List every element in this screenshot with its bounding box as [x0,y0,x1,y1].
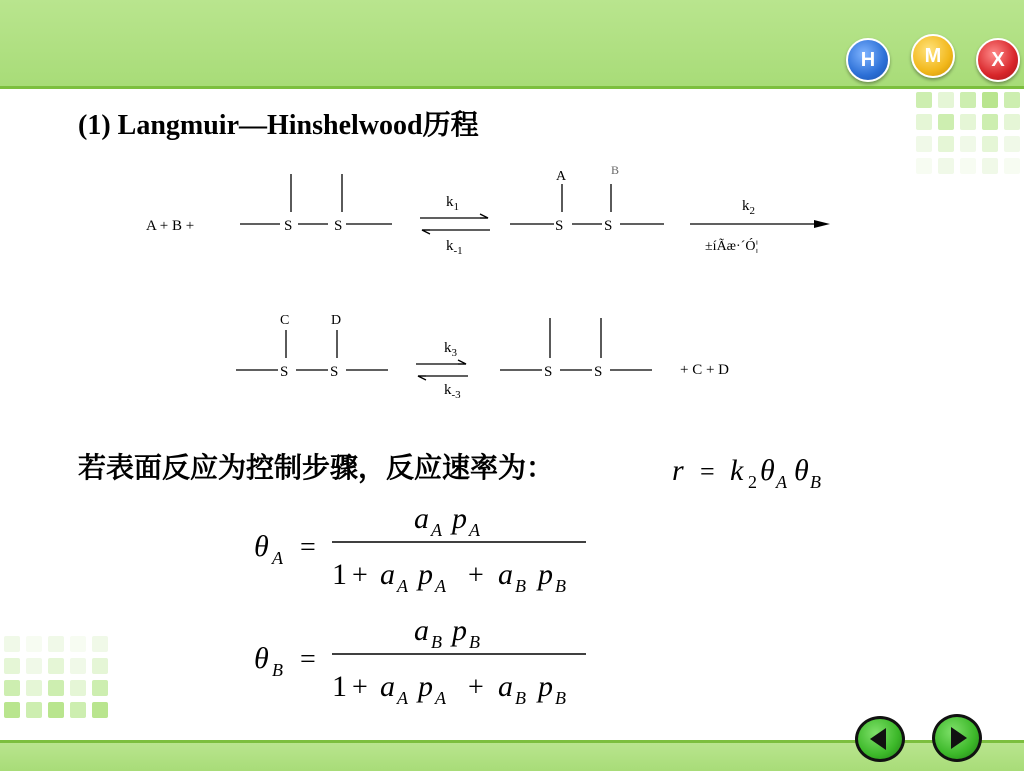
k3-label: k [444,340,452,356]
numerator-b-sub: B [431,632,442,652]
denominator-b-a-1: a [380,670,395,703]
denominator-b-a-2-sub: B [515,688,526,708]
numerator-b-p-sub: B [469,632,480,652]
k2-subscript: 2 [748,472,757,492]
denominator-p-1-sub: A [435,576,446,596]
theta-b-symbol: θ [794,454,809,487]
denominator-b-p-1: p [418,670,433,703]
adsorbed-c-label: C [280,313,290,328]
surface-site-1: S [284,218,293,234]
theta-b-lhs: θ [254,642,269,675]
adsorbed-b-label: B [611,163,620,177]
k2-sub: 2 [749,205,755,217]
surface-site-8: S [594,364,603,380]
denominator-p-2: p [538,558,553,591]
right-arrow-icon [935,717,979,759]
denominator-plus-2: + [468,560,484,591]
k2-note: ±íÃæ·´Ó¦ [705,239,759,254]
k-minus1-sub: -1 [453,245,463,257]
svg-text:k2 [742,198,755,217]
svg-text:k-3 [444,382,461,401]
k-minus3-sub: -3 [451,389,461,401]
theta-a-equals: = [300,532,316,563]
home-label: H [860,48,876,71]
numerator-a-sub: A [431,520,442,540]
rate-symbol: r [672,454,684,487]
surface-site-4: S [604,218,613,234]
menu-button[interactable] [911,34,955,78]
numerator-p: p [452,502,467,535]
denominator-b-one: 1 [332,670,347,703]
surface-site-2: S [334,218,343,234]
denominator-b-a-2: a [498,670,513,703]
k1-sub: 1 [453,201,459,213]
theta-a-lhs-sub: A [272,548,283,568]
denominator-b-p-2-sub: B [555,688,566,708]
k-minus1-label: k [446,238,454,254]
denominator-b-a-1-sub: A [397,688,408,708]
numerator-p-sub: A [469,520,480,540]
numerator-b: a [414,614,429,647]
home-button[interactable] [846,38,890,82]
k3-sub: 3 [451,347,457,359]
reaction-scheme-1 [130,160,850,270]
denominator-b-plus-2: + [468,672,484,703]
theta-b-subscript: B [810,472,821,492]
reactants-text: A + B + [146,218,195,234]
k-minus3-label: k [444,382,452,398]
theta-a-symbol: θ [760,454,775,487]
numerator-b-p: p [452,614,467,647]
decorative-grid-top-right [916,92,1020,174]
theta-b-equation [248,610,608,710]
section-heading: (1) Langmuir—Hinshelwood历程 [78,110,479,141]
rate-description: 若表面反应为控制步骤，反应速率为： [78,451,555,484]
theta-b-lhs-sub: B [272,660,283,680]
k2-symbol: k [730,454,744,487]
denominator-a-1: a [380,558,395,591]
surface-site-5: S [280,364,289,380]
rate-equals: = [700,457,715,486]
previous-slide-button[interactable] [855,716,905,762]
denominator-one: 1 [332,558,347,591]
k2-label: k [742,198,750,214]
denominator-b-plus-1: + [352,672,368,703]
denominator-b-p-2: p [538,670,553,703]
denominator-a-2: a [498,558,513,591]
adsorbed-a-label: A [556,169,567,184]
denominator-a-1-sub: A [397,576,408,596]
rate-equation [666,446,866,496]
k1-label: k [446,194,454,210]
numerator-a: a [414,502,429,535]
denominator-p-1: p [418,558,433,591]
theta-b-equals: = [300,644,316,675]
left-arrow-icon [858,719,902,759]
close-label: X [991,48,1005,71]
next-slide-button[interactable] [932,714,982,762]
denominator-p-2-sub: B [555,576,566,596]
theta-a-subscript: A [776,472,787,492]
products-text: + C + D [680,362,730,378]
adsorbed-d-label: D [331,313,342,328]
theta-a-lhs: θ [254,530,269,563]
decorative-grid-bottom-left [4,636,108,718]
surface-site-3: S [555,218,564,234]
denominator-b-p-1-sub: A [435,688,446,708]
menu-label: M [924,44,942,67]
theta-a-equation [248,498,608,598]
close-button[interactable] [976,38,1020,82]
denominator-a-2-sub: B [515,576,526,596]
denominator-plus-1: + [352,560,368,591]
reaction-scheme-2 [228,308,788,408]
surface-site-6: S [330,364,339,380]
svg-text:k1 [446,194,459,213]
surface-site-7: S [544,364,553,380]
svg-text:k3 [444,340,458,359]
svg-text:k-1 [446,238,463,257]
